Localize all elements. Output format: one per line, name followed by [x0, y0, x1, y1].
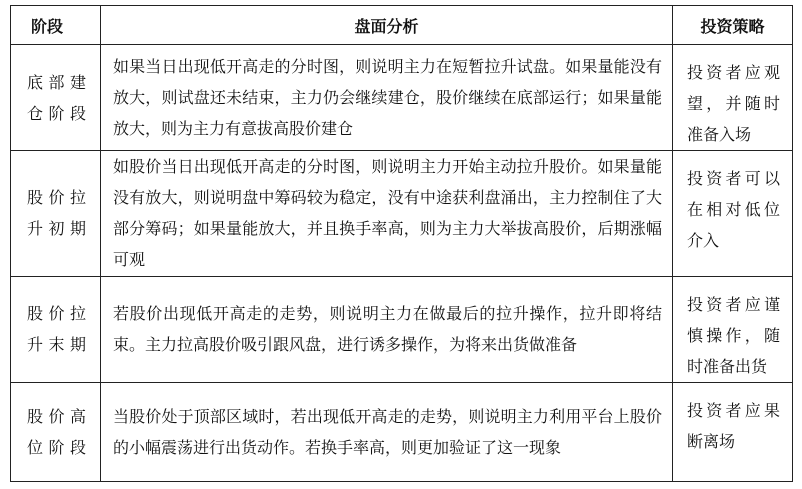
header-row	[11, 6, 793, 45]
stage-cell: 股价高位阶段	[11, 382, 101, 481]
strategy-text: 投资者应谨慎操作，随时准备出货	[687, 294, 780, 376]
strategy-cell	[673, 382, 793, 481]
strategy-table	[10, 5, 793, 482]
table-row	[11, 45, 793, 151]
strategy-text: 投资者可以在相对低位介入	[687, 169, 780, 251]
stage-cell: 股价拉升末期	[11, 276, 101, 382]
header-stage: 阶段	[11, 6, 101, 45]
strategy-text: 投资者应果断离场	[687, 400, 780, 451]
table-row	[11, 276, 793, 382]
header-analysis: 盘面分析	[101, 6, 673, 45]
analysis-cell: 若股价出现低开高走的走势，则说明主力在做最后的拉升操作，拉升即将结束。主力拉高股价吸引跟风盘，进行诱多操作，为将来出货做准备	[101, 276, 673, 382]
analysis-cell: 当股价处于顶部区域时，若出现低开高走的走势，则说明主力利用平台上股价的小幅震荡进行出货动作。若换手率高，则更加验证了这一现象	[101, 382, 673, 481]
table-row	[11, 151, 793, 276]
stage-cell: 底部建仓阶段	[11, 45, 101, 151]
stage-cell: 股价拉升初期	[11, 151, 101, 276]
strategy-cell	[673, 276, 793, 382]
strategy-cell	[673, 45, 793, 151]
strategy-cell	[673, 151, 793, 276]
analysis-cell: 如股价当日出现低开高走的分时图，则说明主力开始主动拉升股价。如果量能没有放大，则说明盘中筹码较为稳定，没有中途获利盘涌出，主力控制住了大部分筹码；如果量能放大，并且换手率高，则为主力大举拔高股价，后期涨幅可观	[101, 151, 673, 276]
analysis-cell: 如果当日出现低开高走的分时图，则说明主力在短暂拉升试盘。如果量能没有放大，则试盘还未结束，主力仍会继续建仓，股价继续在底部运行；如果量能放大，则为主力有意拔高股价建仓	[101, 45, 673, 151]
header-strategy: 投资策略	[673, 6, 793, 45]
strategy-text: 投资者应观望，并随时准备入场	[687, 63, 780, 144]
table-row	[11, 382, 793, 481]
